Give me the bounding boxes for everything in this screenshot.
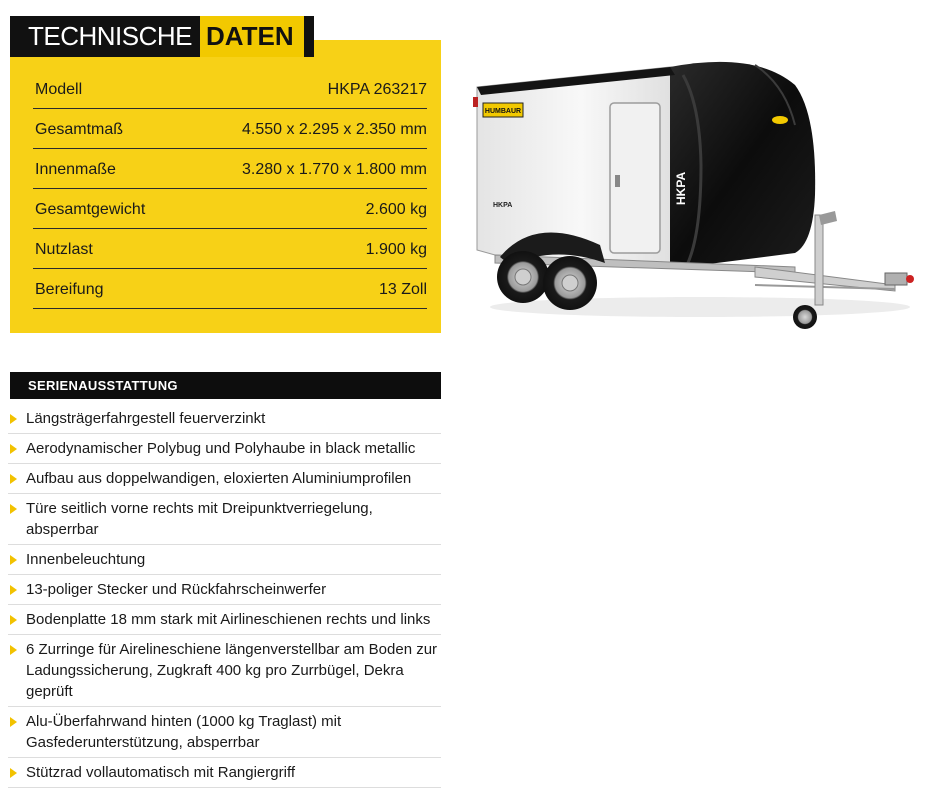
spec-row-inner-size	[33, 149, 427, 189]
list-item	[8, 404, 441, 434]
spec-value: 13 Zoll	[378, 280, 427, 298]
spec-row-payload	[33, 229, 427, 269]
bullet-arrow-icon	[10, 615, 17, 625]
spec-label: Modell	[35, 80, 83, 98]
spec-value: HKPA 263217	[327, 80, 427, 98]
spec-table	[33, 69, 427, 309]
title-part-2: DATEN	[200, 16, 304, 57]
list-item	[8, 434, 441, 464]
list-item	[8, 635, 441, 707]
list-item	[8, 605, 441, 635]
brand-label: HUMBAUR	[484, 108, 522, 115]
feature-text: Aerodynamischer Polybug und Polyhaube in black metallic	[26, 440, 416, 457]
technical-data-panel	[10, 40, 441, 333]
spec-row-total-size	[33, 109, 427, 149]
spec-value: 2.600 kg	[365, 200, 427, 218]
list-item	[8, 494, 441, 545]
feature-text: 6 Zurringe für Airelineschiene längenverstellbar am Boden zur Ladungssicherung, Zugkraft 400 kg pro Zurrbügel, Dekra geprüft	[26, 641, 438, 700]
title-part-1: TECHNISCHE	[28, 21, 193, 51]
bullet-arrow-icon	[10, 414, 17, 424]
bullet-arrow-icon	[10, 444, 17, 454]
spec-value: 4.550 x 2.295 x 2.350 mm	[242, 120, 427, 138]
feature-list	[8, 404, 441, 788]
spec-label: Gesamtgewicht	[35, 200, 146, 218]
list-item	[8, 707, 441, 758]
feature-text: Türe seitlich vorne rechts mit Dreipunktverriegelung, absperrbar	[26, 500, 373, 538]
spec-row-total-weight	[33, 189, 427, 229]
feature-text: Bodenplatte 18 mm stark mit Airlineschienen rechts und links	[26, 611, 431, 628]
bullet-arrow-icon	[10, 555, 17, 565]
spec-row-model	[33, 69, 427, 109]
bullet-arrow-icon	[10, 585, 17, 595]
spec-label: Bereifung	[35, 280, 104, 298]
standard-equipment-title: SERIENAUSSTATTUNG	[10, 372, 441, 399]
list-item	[8, 575, 441, 605]
spec-row-tires	[33, 269, 427, 309]
feature-text: Stützrad vollautomatisch mit Rangiergriff	[26, 764, 296, 781]
spec-value: 1.900 kg	[365, 240, 427, 258]
bullet-arrow-icon	[10, 504, 17, 514]
technical-data-title	[10, 16, 314, 57]
feature-text: Innenbeleuchtung	[26, 551, 146, 568]
model-label-vertical: HKPA	[674, 171, 688, 205]
bullet-arrow-icon	[10, 645, 17, 655]
list-item	[8, 545, 441, 575]
spec-label: Nutzlast	[35, 240, 93, 258]
list-item	[8, 758, 441, 788]
list-item	[8, 464, 441, 494]
bullet-arrow-icon	[10, 474, 17, 484]
spec-label: Gesamtmaß	[35, 120, 124, 138]
feature-text: 13-poliger Stecker und Rückfahrscheinwerfer	[26, 581, 327, 598]
bullet-arrow-icon	[10, 768, 17, 778]
feature-text: Alu-Überfahrwand hinten (1000 kg Traglast) mit Gasfederunterstützung, absperrbar	[26, 713, 342, 751]
model-label-small: HKPA	[493, 202, 513, 209]
feature-text: Längsträgerfahrgestell feuerverzinkt	[26, 410, 266, 427]
feature-text: Aufbau aus doppelwandigen, eloxierten Aluminiumprofilen	[26, 470, 412, 487]
bullet-arrow-icon	[10, 717, 17, 727]
trailer-image	[455, 45, 920, 345]
spec-value: 3.280 x 1.770 x 1.800 mm	[242, 160, 427, 178]
spec-label: Innenmaße	[35, 160, 116, 178]
